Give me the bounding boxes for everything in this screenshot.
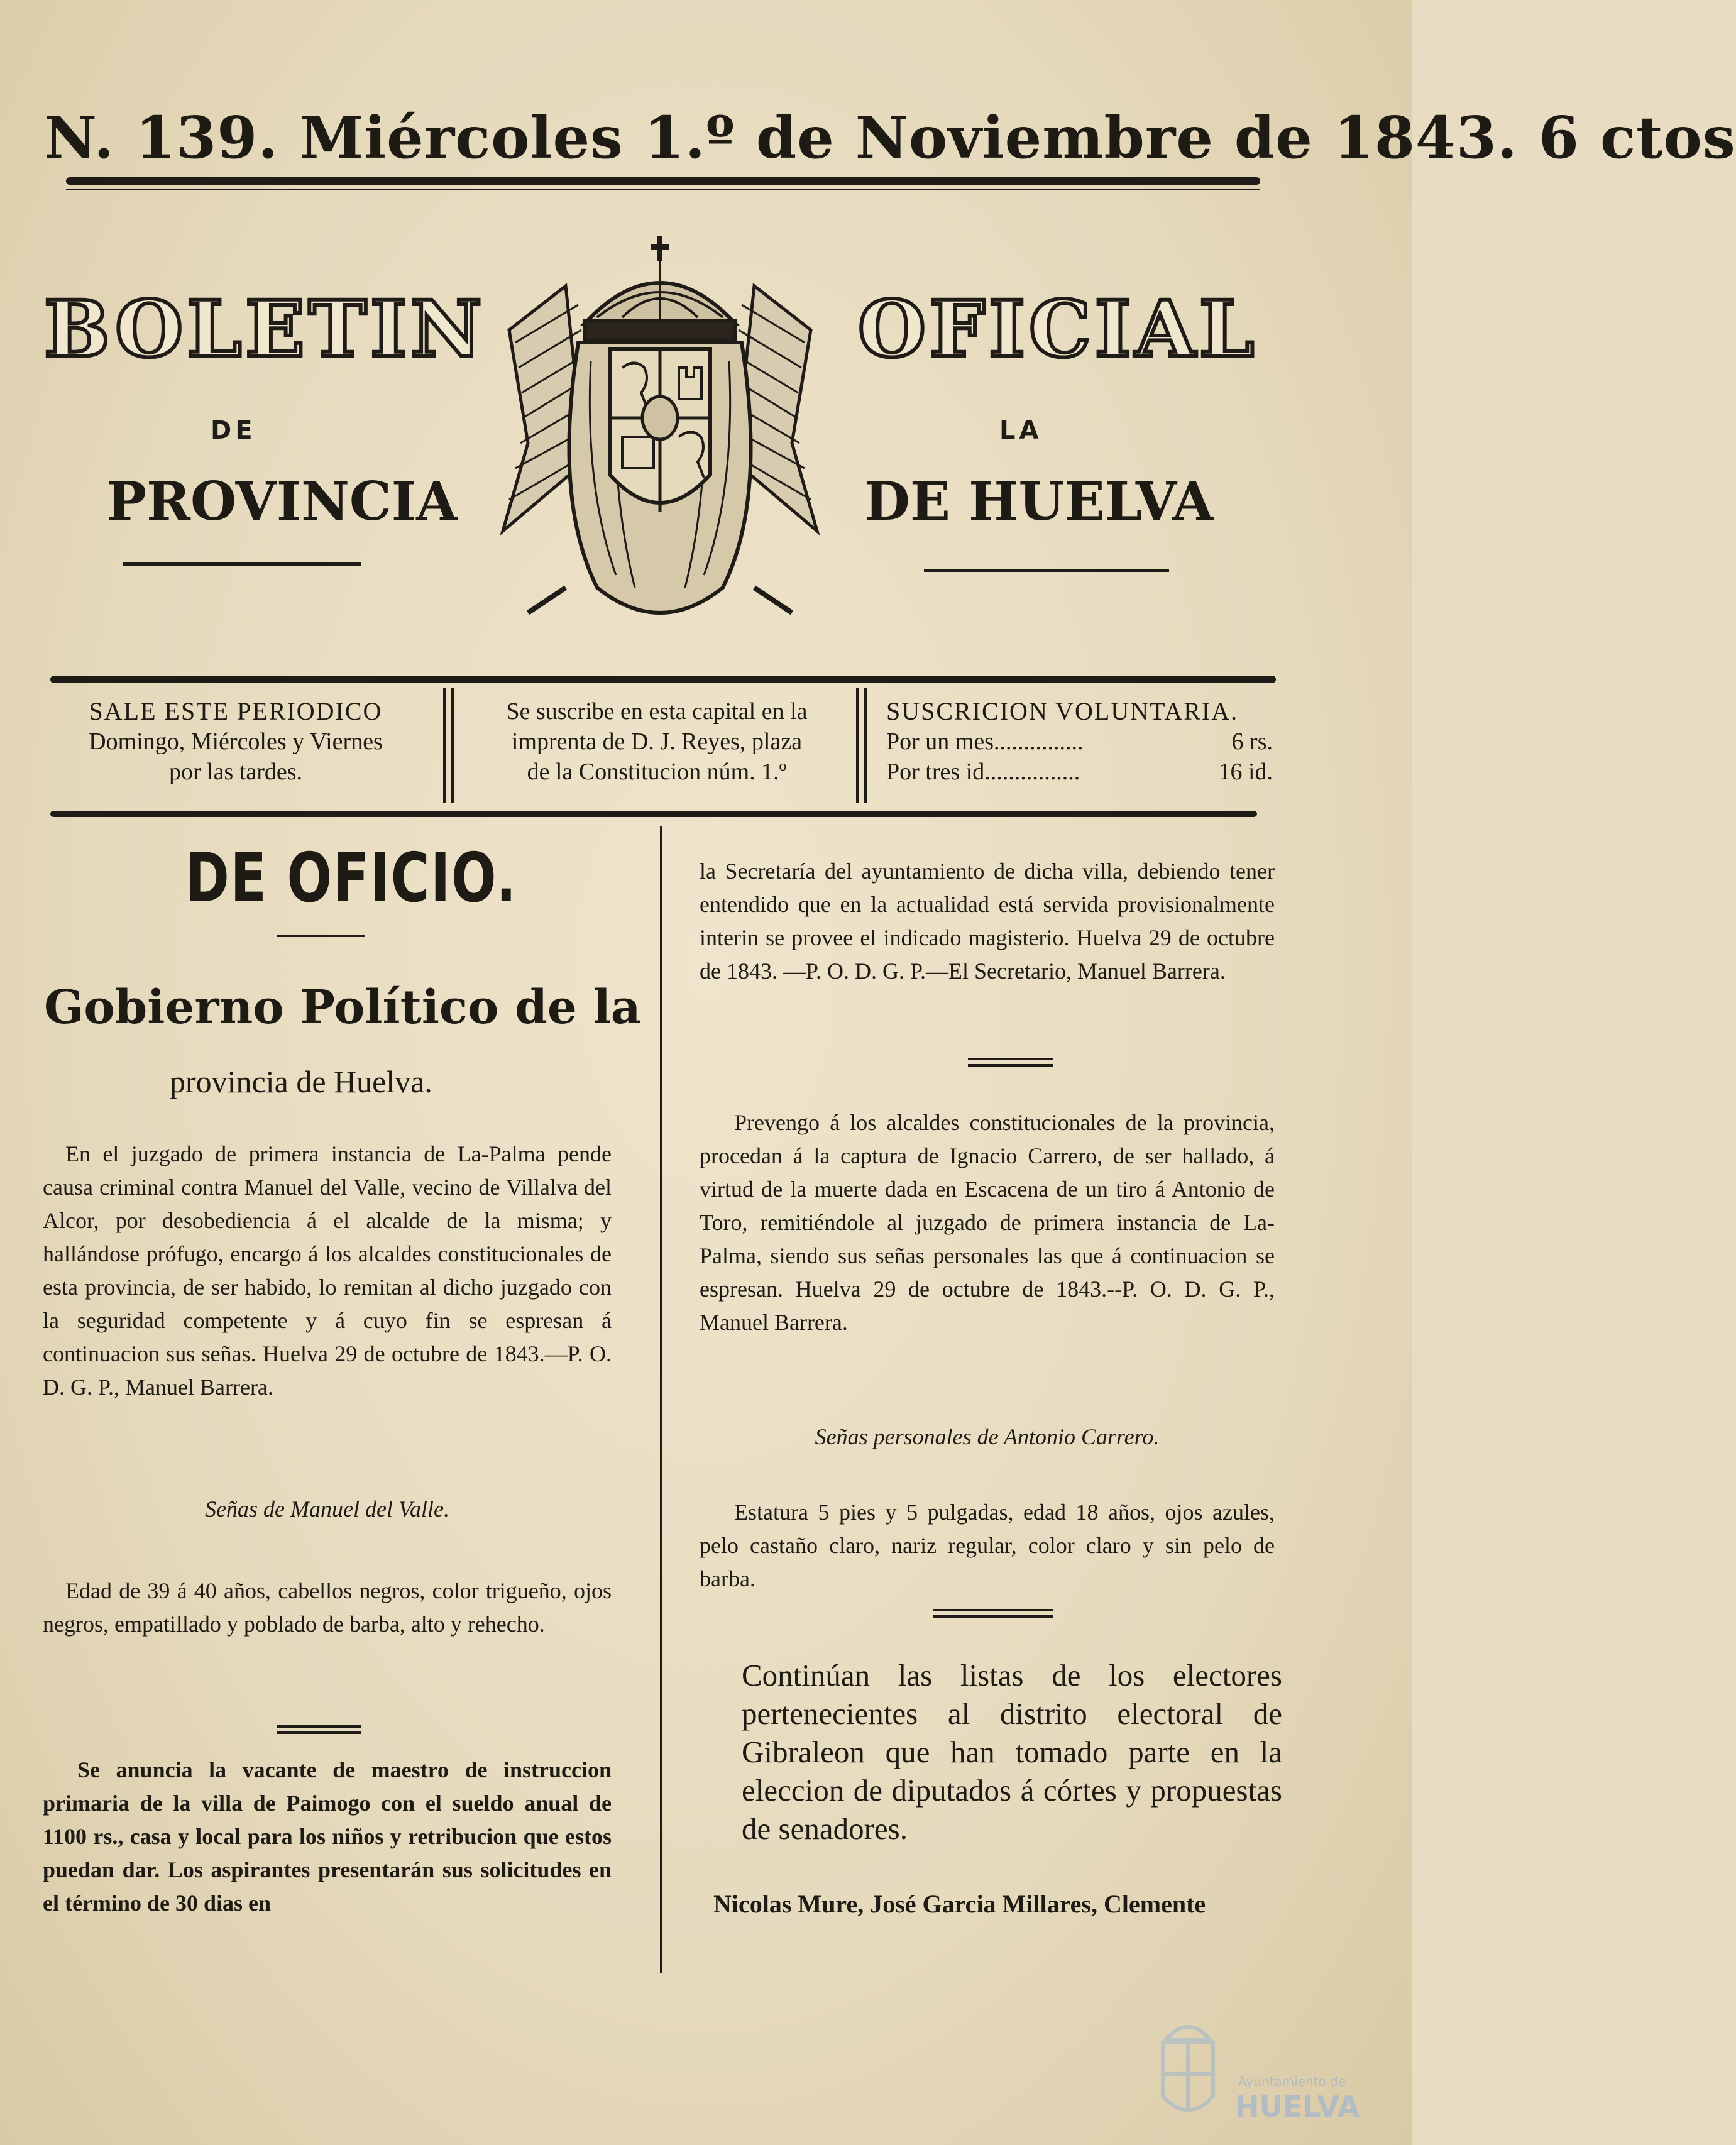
title-la: LA — [999, 416, 1043, 445]
top-rule — [66, 177, 1260, 185]
huelva-crest-icon — [1153, 2014, 1222, 2121]
band-bottom-rule — [50, 811, 1257, 817]
info-prices-title: SUSCRICION VOLUNTARIA. — [886, 697, 1239, 725]
gobierno-heading: Gobierno Político de la — [44, 980, 641, 1034]
rule-under-provincia — [123, 562, 361, 566]
price-month-value: 6 rs. — [1231, 728, 1273, 755]
price-three-label: Por tres id................ — [886, 759, 1080, 785]
band-divider-2a — [856, 688, 859, 803]
info-schedule — [38, 696, 434, 787]
provincia-subheading: provincia de Huelva. — [170, 1064, 432, 1099]
rule-under-huelva — [924, 569, 1169, 572]
top-rule-thin — [66, 189, 1260, 190]
band-divider-2b — [864, 688, 867, 803]
price-row-month — [886, 727, 1273, 757]
price-row-three — [886, 757, 1273, 787]
left-paragraph-1: En el juzgado de primera instancia de La-Palma pende causa criminal contra Manuel del Valle, vecino de Villalva del Alcor, por desobediencia á el alcalde de la misma; y hallándose prófugo, encargo á los alcaldes constitucionales de esta provincia, de ser habido, lo remitan al dicho juzgado con la seguridad competente y á cuyo fin se espresan á continuacion sus señas. Huelva 29 de octubre de 1843.—P. O. D. G. P., Manuel Barrera. — [43, 1141, 612, 1400]
right-paragraph-2: Prevengo á los alcaldes constitucionales de la provincia, procedan á la captura de Ignacio Carrero, de ser hallado, á virtud de la muerte dada en Escacena de un tiro á Antonio de Toro, remitiéndole al juzgado de primera instancia de La-Palma, siendo sus señas personales las que á continuacion se espresan. Huelva 29 de octubre de 1843.--P. O. D. G. P., Manuel Barrera. — [700, 1110, 1275, 1335]
info-subscription — [462, 696, 852, 787]
info-schedule-time: por las tardes. — [168, 759, 303, 785]
title-oficial: OFICIAL — [858, 284, 1258, 375]
left-paragraph-2: Edad de 39 á 40 años, cabellos negros, color trigueño, ojos negros, empatillado y poblado de barba, alto y rehecho. — [43, 1578, 612, 1637]
band-divider-1a — [443, 688, 446, 803]
right-paragraph-electores: Continúan las listas de los electores pertenecientes al distrito electoral de Gibraleon que han tomado parte en la eleccion de diputados á córtes y propuestas de senadores. — [742, 1658, 1282, 1846]
info-subscription-line1: Se suscribe en esta capital en la — [506, 698, 808, 725]
right-paragraph-names: Nicolas Mure, José Garcia Millares, Clemente — [713, 1890, 1206, 1918]
right-paragraph-3: Estatura 5 pies y 5 pulgadas, edad 18 años, ojos azules, pelo castaño claro, nariz regular, color claro y sin pelo de barba. — [700, 1500, 1275, 1591]
left-double-rule — [277, 1725, 361, 1734]
stamp-line2: HUELVA — [1235, 2090, 1360, 2124]
band-divider-1b — [451, 688, 454, 803]
price-month-label: Por un mes............... — [886, 728, 1084, 755]
column-divider — [660, 826, 662, 1973]
left-paragraph-3: Se anuncia la vacante de maestro de instruccion primaria de la villa de Paimogo con el sueldo anual de 1100 rs., casa y local para los niños y retribucion que estos puedan dar. Los aspirantes presentarán sus solicitudes en el término de 30 dias en — [43, 1757, 612, 1916]
title-de-huelva: DE HUELVA — [864, 470, 1214, 532]
senas-manuel-heading: Señas de Manuel del Valle. — [205, 1496, 449, 1522]
title-de: DE — [211, 416, 256, 445]
info-subscription-line2: imprenta de D. J. Reyes, plaza — [511, 728, 803, 755]
issue-line: N. 139. Miércoles 1.º de Noviembre de 1843. 6 ctos — [44, 104, 1736, 172]
right-double-rule-2 — [933, 1609, 1053, 1618]
right-paragraph-1: la Secretaría del ayuntamiento de dicha villa, debiendo tener entendido que en la actualidad está servida provisionalmente interin se provee el indicado magisterio. Huelva 29 de octubre de 1843. —P. O. D. G. P.—El Secretario, Manuel Barrera. — [700, 859, 1275, 984]
right-double-rule-1 — [968, 1058, 1053, 1067]
title-provincia: PROVINCIA — [107, 470, 458, 532]
info-schedule-days: Domingo, Miércoles y Viernes — [89, 728, 383, 755]
info-prices — [886, 696, 1273, 787]
title-boletin: BOLETIN — [44, 284, 486, 375]
coat-of-arms-icon — [490, 236, 830, 632]
section-de-oficio: DE OFICIO. — [185, 839, 517, 918]
info-schedule-title: SALE ESTE PERIODICO — [89, 697, 383, 725]
info-subscription-line3: de la Constitucion núm. 1.º — [527, 759, 787, 785]
senas-antonio-heading: Señas personales de Antonio Carrero. — [815, 1424, 1160, 1449]
stamp-line1: Ayuntamiento de — [1238, 2074, 1346, 2089]
oficio-ornament — [277, 935, 365, 937]
band-top-rule — [50, 676, 1276, 683]
price-three-value: 16 id. — [1218, 759, 1273, 785]
